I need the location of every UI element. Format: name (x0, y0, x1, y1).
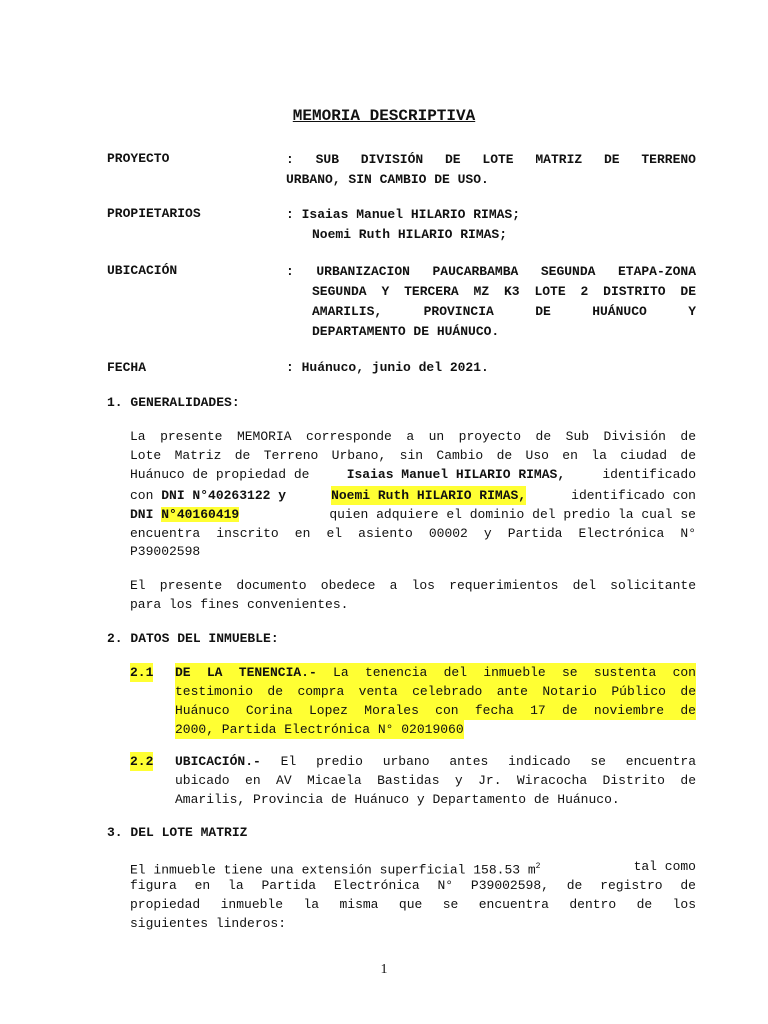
sec1-p1-line5 (130, 505, 696, 524)
dni-2-label: DNI (130, 507, 162, 522)
proyecto-value-line2: URBANO, SIN CAMBIO DE USO. (286, 172, 489, 187)
text-segment: quien adquiere el dominio del predio la cual se (329, 507, 696, 522)
ubicacion-label: UBICACIÓN (107, 263, 178, 278)
ubicacion-value-line2: SEGUNDA Y TERCERA MZ K3 LOTE 2 DISTRITO DE (312, 284, 696, 299)
page-title: MEMORIA DESCRIPTIVA (292, 107, 476, 125)
sec1-p1-line3 (130, 465, 696, 484)
sec1-p1-line1: La presente MEMORIA corresponde a un proyecto de Sub División de (130, 429, 696, 444)
propietarios-value-line1: : Isaias Manuel HILARIO RIMAS; (286, 207, 521, 222)
section-3-heading: 3. DEL LOTE MATRIZ (107, 825, 248, 840)
propietarios-label: PROPIETARIOS (107, 206, 201, 221)
subsection-2-1-number: 2.1 (130, 665, 154, 680)
section-2-heading: 2. DATOS DEL INMUEBLE: (107, 631, 279, 646)
sec3-line1 (130, 857, 696, 876)
text-segment: con (130, 488, 162, 503)
text-segment: Huánuco de propiedad de (130, 467, 310, 482)
propietarios-value-line2: Noemi Ruth HILARIO RIMAS; (312, 227, 508, 242)
proyecto-label: PROYECTO (107, 151, 170, 166)
sec1-p2-line2: para los fines convenientes. (130, 597, 349, 612)
text-segment: identificado (602, 467, 696, 482)
page-number: 1 (380, 962, 388, 977)
superscript: 2 (535, 862, 541, 871)
ubicacion-title: UBICACIÓN.- (175, 754, 261, 769)
sec3-line3: propiedad inmueble la misma que se encuentra dentro de los (130, 897, 696, 912)
owner-name-2-highlight: Noemi Ruth HILARIO RIMAS, (331, 488, 527, 503)
ubicacion-value-line4: DEPARTAMENTO DE HUÁNUCO. (312, 324, 500, 339)
text-segment: La tenencia del inmueble se sustenta con (316, 665, 696, 680)
sec3-line2: figura en la Partida Electrónica N° P39002598, de registro de (130, 878, 696, 893)
owner-name-1: Isaias Manuel HILARIO RIMAS, (346, 467, 566, 482)
proyecto-value-line1: : SUB DIVISIÓN DE LOTE MATRIZ DE TERRENO (286, 152, 696, 167)
sec1-p1-line6: encuentra inscrito en el asiento 00002 y Partida Electrónica N° (130, 526, 696, 541)
sec1-p1-line7: P39002598 (130, 544, 201, 559)
sec1-p2-line1: El presente documento obedece a los requerimientos del solicitante (130, 578, 696, 593)
subsection-2-2-line2: ubicado en AV Micaela Bastidas y Jr. Wiracocha Distrito de (175, 773, 696, 788)
text-segment: tal como (633, 859, 696, 874)
fecha-value: : Huánuco, junio del 2021. (286, 360, 489, 375)
subsection-2-1-line3: Huánuco Corina Lopez Morales con fecha 17 de noviembre de (175, 703, 696, 718)
subsection-2-1-line4: 2000, Partida Electrónica N° 02019060 (175, 722, 464, 737)
section-1-heading: 1. GENERALIDADES: (107, 395, 240, 410)
subsection-2-1-line1 (175, 663, 696, 682)
tenencia-title: DE LA TENENCIA.- (175, 665, 317, 680)
subsection-2-1-line2: testimonio de compra venta celebrado ante Notario Público de (175, 684, 696, 699)
subsection-2-2-line3: Amarilis, Provincia de Huánuco y Departamento de Huánuco. (175, 792, 620, 807)
subsection-2-2-line1 (175, 752, 696, 771)
subsection-2-2-number: 2.2 (130, 754, 154, 769)
fecha-label: FECHA (107, 360, 147, 375)
dni-1: DNI N°40263122 y (161, 488, 287, 503)
ubicacion-value-line3: AMARILIS, PROVINCIA DE HUÁNUCO Y (312, 304, 696, 319)
text-segment: El inmueble tiene una extensión superficial 158.53 m (130, 862, 536, 878)
sec1-p1-line2: Lote Matriz de Terreno Urbano, sin Cambio de Uso en la ciudad de (130, 448, 696, 463)
dni-2-highlight: N°40160419 (161, 507, 240, 522)
sec1-p1-line4 (130, 486, 696, 505)
text-segment: El predio urbano antes indicado se encuentra (260, 754, 696, 769)
text-segment: identificado con (571, 488, 696, 503)
ubicacion-value-line1: : URBANIZACION PAUCARBAMBA SEGUNDA ETAPA-ZONA (286, 264, 696, 279)
sec3-line4: siguientes linderos: (130, 916, 287, 931)
